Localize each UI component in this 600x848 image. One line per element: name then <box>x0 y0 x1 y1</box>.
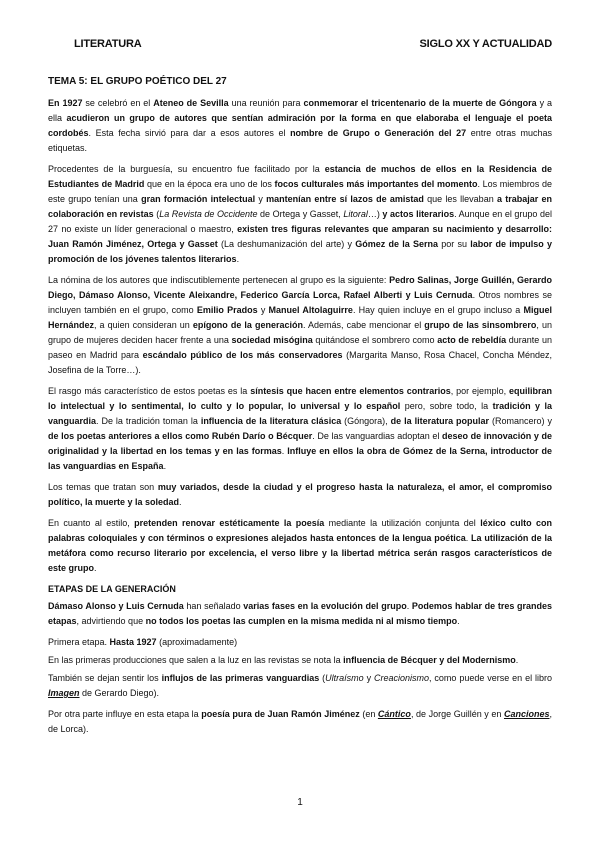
paragraph-pure-poetry: Por otra parte influye en esta etapa la poesía pura de Juan Ramón Jiménez (en Cántico, de Jorge Guillén y en Canciones, de Lorca). <box>48 709 553 734</box>
book-title-imagen: Imagen <box>48 688 80 698</box>
paragraph-first-productions: En las primeras producciones que salen a la luz en las revistas se nota la influencia de Bécquer y del Modernismo. <box>48 655 519 665</box>
paragraph-themes: Los temas que tratan son muy variados, desde la ciudad y el progreso hasta la naturaleza, el amor, el compromiso político, la muerte y la soledad. <box>48 482 553 507</box>
section-heading-stages: ETAPAS DE LA GENERACIÓN <box>48 584 176 594</box>
header-period: SIGLO XX Y ACTUALIDAD <box>419 38 552 50</box>
paragraph-authors: La nómina de los autores que indiscutiblemente pertenecen al grupo es la siguiente: Pedro Salinas, Jorge Guillén, Gerardo Diego, Dámaso Alonso, Vicente Aleixandre, Federico García Lorca, Rafael Alberti y Luis Cernuda. Otros nombres se incluyen también en el grupo, como Emilio Prados y Manuel Altolaguirre. Hay quien incluye en el grupo incluso a Miguel Hernández, a quien consideran un epígono de la generación. Además, cabe mencionar el grupo de las sinsombrero, un grupo de mujeres deciden hacer frente a una sociedad misógina quitándose el sombrero como acto de rebeldía durante un paseo en Madrid para escándalo público de los más conservadores (Margarita Manso, Rosa Chacel, Concha Méndez, Josefina de la Torre…). <box>48 275 552 375</box>
topic-title: TEMA 5: EL GRUPO POÉTICO DEL 27 <box>48 76 227 87</box>
paragraph-stages: Dámaso Alonso y Luis Cernuda han señalado varias fases en la evolución del grupo. Podemos hablar de tres grandes etapas, advirtiendo que no todos los poetas las cumplen en la misma medida ni al mismo tiempo. <box>48 601 552 626</box>
paragraph-avant-garde: También se dejan sentir los influjos de las primeras vanguardias (Ultraísmo y Creacionismo, como puede verse en el libro Imagen de Gerardo Diego). <box>48 673 552 698</box>
book-title-cantico: Cántico <box>377 709 411 719</box>
stage-one-heading: Primera etapa. Hasta 1927 (aproximadamente) <box>48 637 238 647</box>
page-number: 1 <box>297 797 303 808</box>
paragraph-style: En cuanto al estilo, pretenden renovar estéticamente la poesía mediante la utilización conjunta del léxico culto con palabras coloquiales y con términos o expresiones alejados hasta entonces de la lengua poética. La utilización de la metáfora como recurso literario por excelencia, el verso libre y la libertad métrica serán rasgos característicos de este grupo. <box>48 518 553 573</box>
paragraph-characteristics: El rasgo más característico de estos poetas es la síntesis que hacen entre elementos contrarios, por ejemplo, equilibran lo intelectual y lo sentimental, lo culto y lo popular, lo universal y lo español pero, sobre todo, la tradición y la vanguardia. De la tradición toman la influencia de la literatura clásica (Góngora), de la literatura popular (Romancero) y de los poetas anteriores a ellos como Rubén Darío o Bécquer. De las vanguardias adoptan el deseo de innovación y de originalidad y la libertad en los temas y en las formas. Influye en ellos la obra de Gómez de la Serna, introductor de las vanguardias en España. <box>48 386 552 471</box>
paragraph-context: Procedentes de la burguesía, su encuentro fue facilitado por la estancia de muchos de ellos en la Residencia de Estudiantes de Madrid que en la época era uno de los focos culturales más importantes del momento. Los miembros de este grupo tenían una gran formación intelectual y mantenían entre sí lazos de amistad que les llevaban a trabajar en colaboración en revistas (La Revista de Occidente de Ortega y Gasset, Litoral…) y actos literarios. Aunque en el grupo del 27 no existe un líder generacional o maestro, existen tres figuras relevantes que amparan su nacimiento y desarrollo: Juan Ramón Jiménez, Ortega y Gasset (La deshumanización del arte) y Gómez de la Serna por su labor de impulso y promoción de los jóvenes talentos literarios. <box>48 164 552 264</box>
page-header <box>48 38 552 50</box>
header-subject: LITERATURA <box>74 38 142 50</box>
document-body <box>48 74 552 743</box>
paragraph-origin: En 1927 se celebró en el Ateneo de Sevilla una reunión para conmemorar el tricentenario de la muerte de Góngora y a ella acudieron un grupo de autores que sentían admiración por la forma en que elaboraba el lenguaje el poeta cordobés. Esta fecha sirvió para dar a esos autores el nombre de Grupo o Generación del 27 entre otras muchas etiquetas. <box>48 98 553 153</box>
book-title-canciones: Canciones <box>503 709 550 719</box>
